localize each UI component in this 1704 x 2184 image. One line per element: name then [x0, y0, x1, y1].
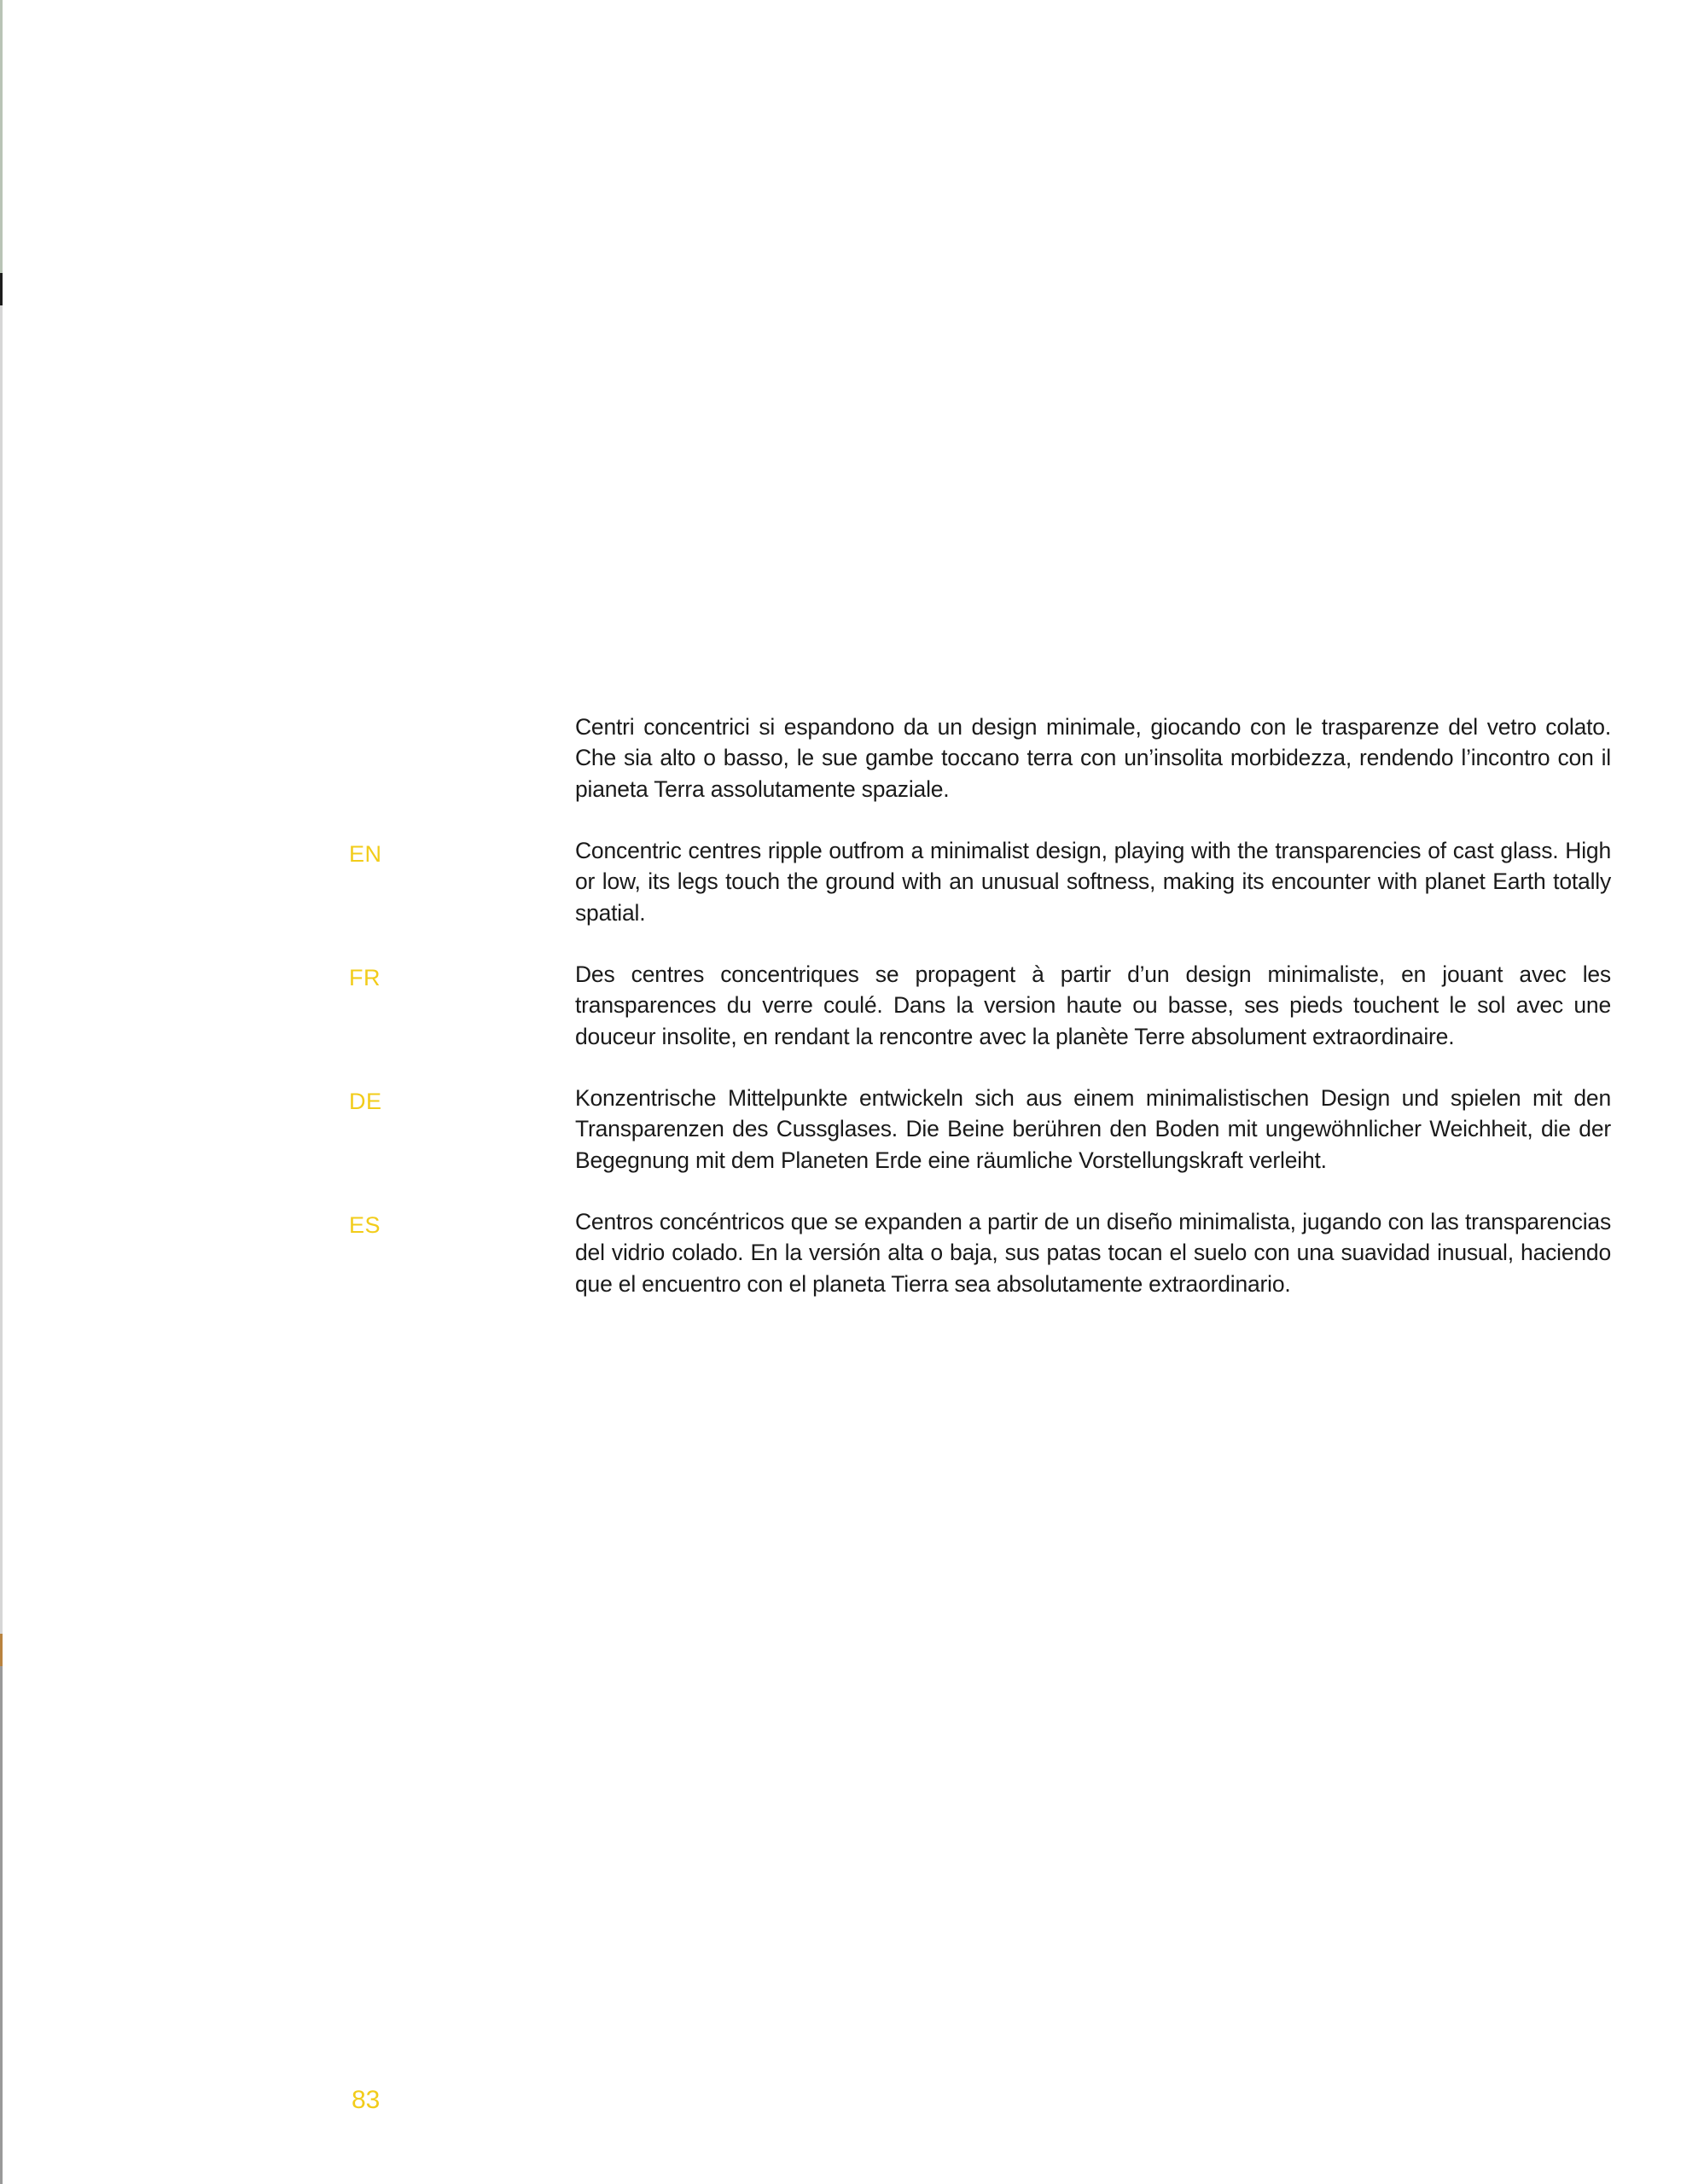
- language-label-fr: FR: [349, 965, 381, 990]
- multilingual-description: [0, 712, 1704, 1330]
- page-edge-strip: [0, 1666, 3, 2184]
- paragraph-text-en: Concentric centres ripple outfrom a minimalist design, playing with the transparencies of cast glass. High or low, its legs touch the ground with an unusual softness, making its encounter with planet Earth totally spatial.: [575, 838, 1611, 926]
- page-edge-strip: [0, 0, 3, 273]
- paragraph-block-fr: [0, 959, 1704, 1083]
- language-label-de: DE: [349, 1089, 382, 1114]
- paragraph-text-es: Centros concéntricos que se expanden a partir de un diseño minimalista, jugando con las transparencias del vidrio colado. En la versión alta o baja, sus patas tocan el suelo con una suavidad inusual, haciendo que el encuentro con el planeta Tierra sea absolutamente extraordinario.: [575, 1209, 1611, 1297]
- language-label-es: ES: [349, 1212, 381, 1238]
- paragraph-block-es: [0, 1206, 1704, 1330]
- page-number: 83: [352, 2086, 381, 2114]
- paragraph-block-en: [0, 835, 1704, 959]
- language-label-en: EN: [349, 841, 382, 867]
- paragraph-text-de: Konzentrische Mittelpunkte entwickeln sich aus einem minimalistischen Design und spielen mit den Transparenzen des Cussglases. Die Beine berühren den Boden mit ungewöhnlicher Weichheit, die der Begegnung mit dem Planeten Erde eine räumliche Vorstellungskraft verleiht.: [575, 1085, 1611, 1173]
- paragraph-text-it: Centri concentrici si espandono da un design minimale, giocando con le trasparenze del vetro colato. Che sia alto o basso, le sue gambe toccano terra con un’insolita morbidezza, rendendo l’incontro con il pianeta Terra assolutamente spaziale.: [575, 714, 1611, 802]
- paragraph-text-fr: Des centres concentriques se propagent à partir d’un design minimaliste, en jouant avec les transparences du verre coulé. Dans la version haute ou basse, ses pieds touchent le sol avec une douceur insolite, en rendant la rencontre avec la planète Terre absolument extraordinaire.: [575, 961, 1611, 1049]
- paragraph-block-de: [0, 1083, 1704, 1206]
- page-edge-strip: [0, 1634, 3, 1666]
- page-edge-strip: [0, 273, 3, 305]
- paragraph-block-it: [0, 712, 1704, 835]
